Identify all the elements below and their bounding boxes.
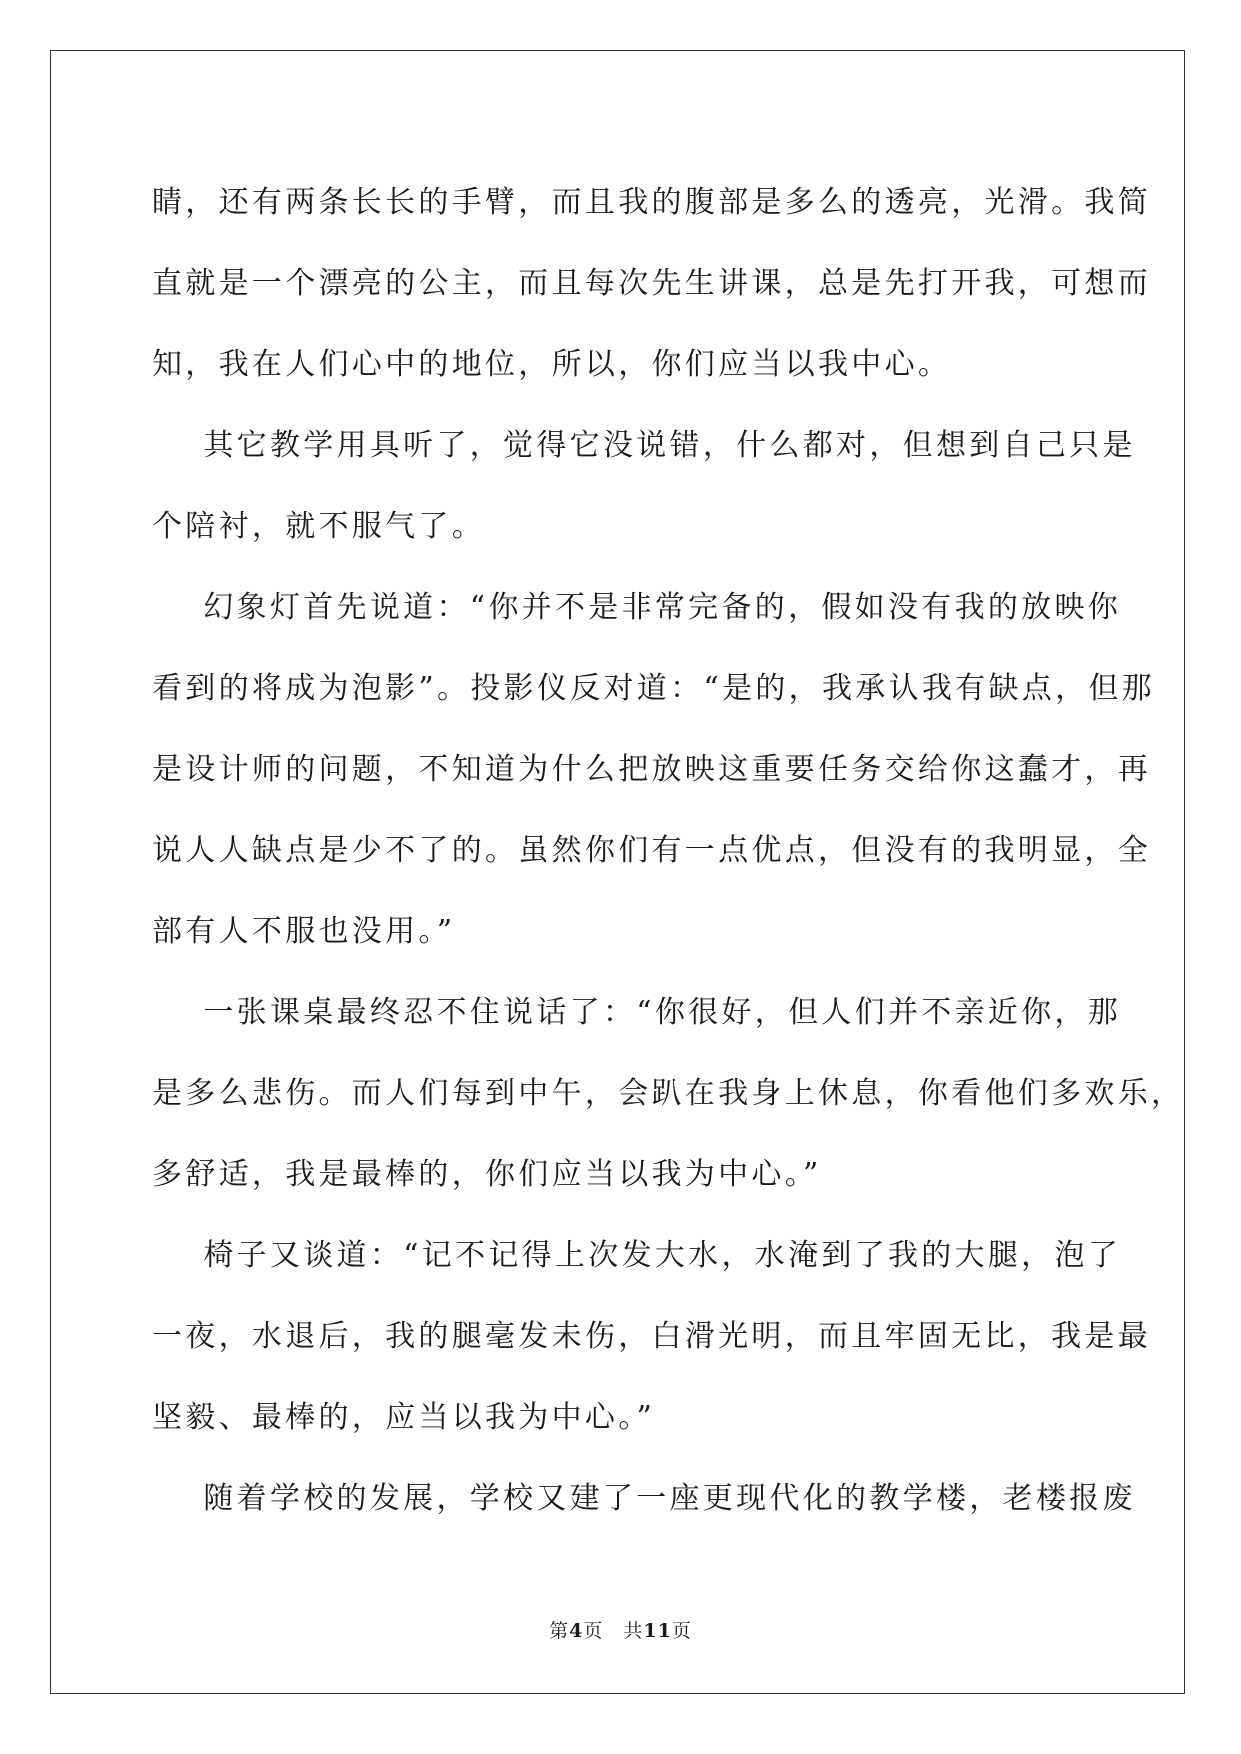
page-prefix: 第	[549, 1620, 570, 1642]
paragraph: 睛，还有两条长长的手臂，而且我的腹部是多么的透亮，光滑。我简 直就是一个漂亮的公主，而且每次先生讲课，总是先打开我，可想而 知，我在人们心中的地位，所以，你们应当以我中心。	[152, 185, 1151, 382]
paragraph: 其它教学用具听了，觉得它没说错，什么都对，但想到自己只是 个陪衬，就不服气了。	[152, 428, 1136, 544]
page-number: 4	[569, 1620, 584, 1642]
page-suffix: 页	[583, 1620, 604, 1642]
page-footer	[0, 1616, 1241, 1643]
paragraph: 椅子又谈道：“记不记得上次发大水，水淹到了我的大腿，泡了 一夜，水退后，我的腿毫发未伤，白滑光明，而且牢固无比，我是最 坚毅、最棒的，应当以我为中心。”	[152, 1238, 1151, 1435]
total-pages: 11	[643, 1620, 672, 1642]
paragraph: 幻象灯首先说道：“你并不是非常完备的，假如没有我的放映你 看到的将成为泡影”。投影仪反对道：“是的，我承认我有缺点，但那 是设计师的问题，不知道为什么把放映这重要任务交给你这蠢才，再 说人人缺点是少不了的。虽然你们有一点优点，但没有的我明显，全 部有人不服也没用。”	[152, 590, 1155, 949]
total-prefix: 共	[623, 1620, 644, 1642]
paragraph: 一张课桌最终忍不住说话了：“你很好，但人们并不亲近你，那 是多么悲伤。而人们每到中午，会趴在我身上休息，你看他们多欢乐， 多舒适，我是最棒的，你们应当以我为中心。”	[152, 995, 1185, 1192]
total-suffix: 页	[671, 1620, 692, 1642]
document-body	[152, 162, 1185, 1539]
paragraph: 随着学校的发展，学校又建了一座更现代化的教学楼，老楼报废	[152, 1481, 1136, 1516]
